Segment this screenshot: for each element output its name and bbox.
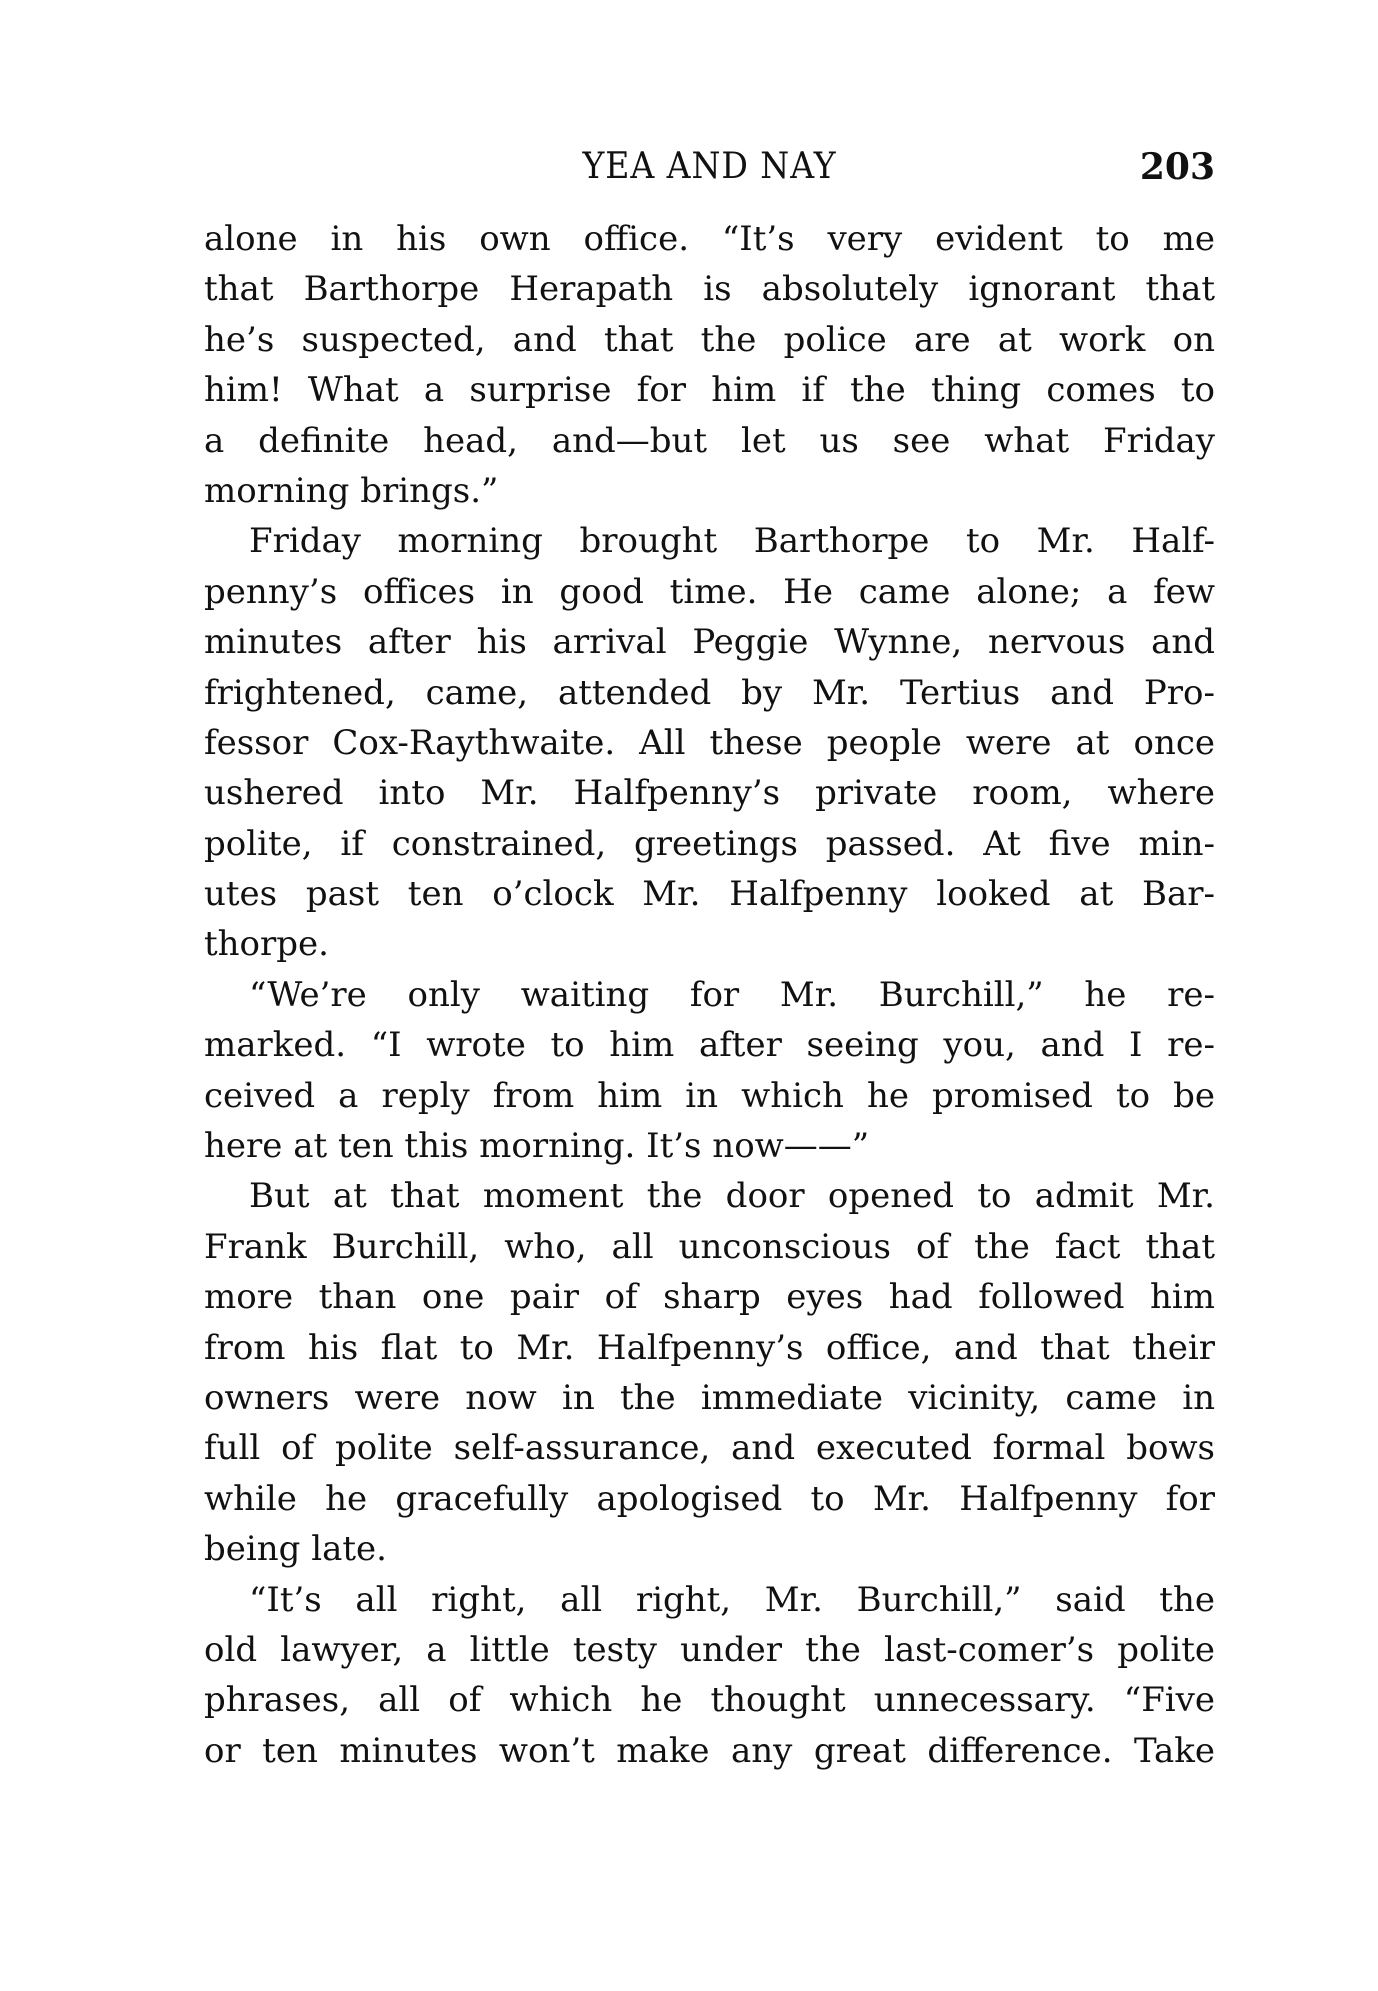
text-line: “We’re only waiting for Mr. Burchill,” he re- xyxy=(249,974,1215,1015)
text-line: Friday morning brought Barthorpe to Mr. Half- xyxy=(249,521,1215,562)
text-line: utes past ten o’clock Mr. Halfpenny looked at Bar- xyxy=(204,874,1215,915)
text-line: marked. “I wrote to him after seeing you, and I re- xyxy=(204,1025,1215,1066)
paragraph xyxy=(204,970,1215,1172)
text-line: penny’s offices in good time. He came alone; a few xyxy=(204,571,1215,612)
text-line: or ten minutes won’t make any great difference. Take xyxy=(204,1730,1215,1771)
paragraph xyxy=(204,516,1215,970)
body-text xyxy=(204,214,1215,1776)
text-line: owners were now in the immediate vicinity, came in xyxy=(204,1377,1215,1418)
text-line: frightened, came, attended by Mr. Tertius and Pro- xyxy=(204,672,1215,713)
text-line: that Barthorpe Herapath is absolutely ignorant that xyxy=(204,269,1215,310)
text-line: fessor Cox-Raythwaite. All these people were at once xyxy=(204,722,1215,763)
text-line: phrases, all of which he thought unnecessary. “Five xyxy=(204,1680,1215,1721)
text-line: thorpe. xyxy=(204,924,329,965)
text-line: Frank Burchill, who, all unconscious of the fact that xyxy=(204,1226,1215,1267)
text-line: here at ten this morning. It’s now——” xyxy=(204,1126,870,1167)
text-line: ceived a reply from him in which he promised to be xyxy=(204,1075,1215,1116)
page-number: 203 xyxy=(1139,146,1215,188)
text-line: full of polite self-assurance, and executed formal bows xyxy=(204,1428,1215,1469)
running-title: YEA AND NAY xyxy=(582,146,837,187)
text-line: “It’s all right, all right, Mr. Burchill,” said the xyxy=(249,1579,1215,1620)
paragraph xyxy=(204,1171,1215,1574)
text-line: morning brings.” xyxy=(204,470,499,511)
text-line: ushered into Mr. Halfpenny’s private room, where xyxy=(204,773,1215,814)
text-line: from his flat to Mr. Halfpenny’s office, and that their xyxy=(204,1327,1215,1368)
text-line: old lawyer, a little testy under the last-comer’s polite xyxy=(204,1629,1215,1670)
text-line: a definite head, and—but let us see what Friday xyxy=(204,420,1215,461)
text-line: he’s suspected, and that the police are at work on xyxy=(204,319,1215,360)
paragraph xyxy=(204,214,1215,516)
text-line: being late. xyxy=(204,1529,387,1570)
text-line: polite, if constrained, greetings passed. At five min- xyxy=(204,823,1215,864)
running-header xyxy=(204,146,1215,194)
text-line: But at that moment the door opened to admit Mr. xyxy=(249,1176,1215,1217)
text-line: alone in his own office. “It’s very evident to me xyxy=(204,219,1215,259)
text-line: him! What a surprise for him if the thing comes to xyxy=(204,370,1215,411)
paragraph xyxy=(204,1575,1215,1777)
text-line: minutes after his arrival Peggie Wynne, nervous and xyxy=(204,622,1215,663)
text-line: while he gracefully apologised to Mr. Halfpenny for xyxy=(204,1478,1215,1519)
text-line: more than one pair of sharp eyes had followed him xyxy=(204,1277,1215,1318)
